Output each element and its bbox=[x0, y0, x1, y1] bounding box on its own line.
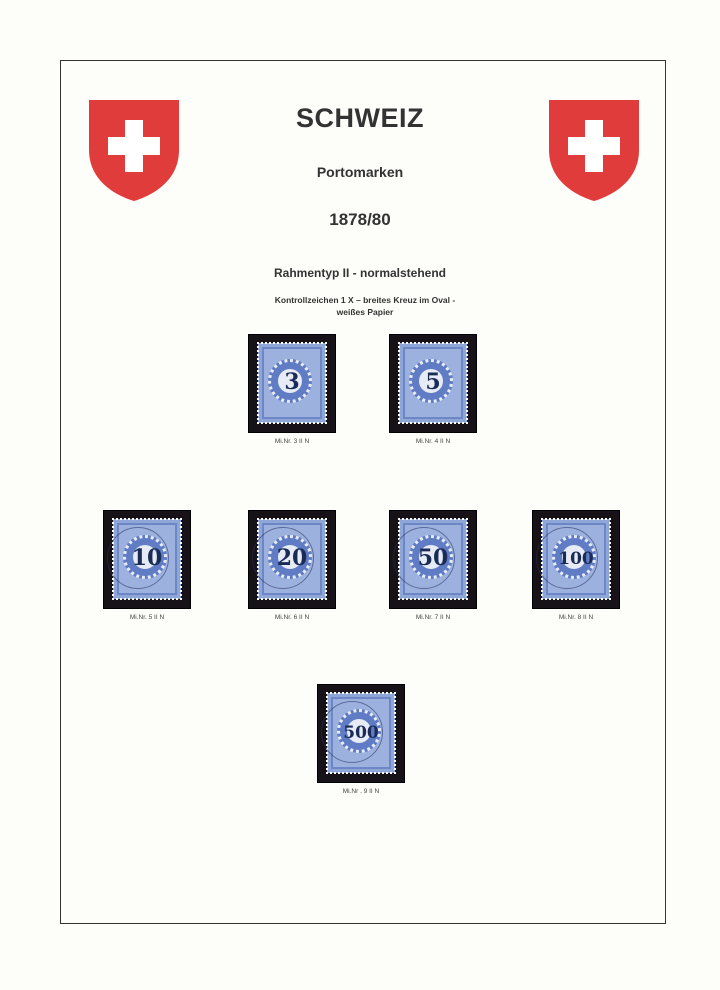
stamp-caption: Mi.Nr. 5 II N bbox=[129, 614, 165, 621]
stamp-mount bbox=[390, 335, 476, 432]
stamp-mount bbox=[249, 335, 335, 432]
postage-due-stamp bbox=[258, 519, 326, 599]
postmark-cancel bbox=[393, 527, 455, 589]
section-note bbox=[270, 294, 460, 318]
section-heading: Rahmentyp II - normalstehend bbox=[273, 266, 447, 280]
postage-due-stamp bbox=[258, 343, 326, 423]
postmark-cancel bbox=[321, 701, 383, 763]
stamp-caption: Mi.Nr. 4 II N bbox=[415, 438, 451, 445]
section-note-line: Kontrollzeichen 1 X – breites Kreuz im Oval - bbox=[274, 295, 456, 305]
stamp-mount bbox=[249, 511, 335, 608]
postage-due-stamp bbox=[399, 519, 467, 599]
stamp-mount bbox=[318, 685, 404, 782]
stamp-mount bbox=[104, 511, 190, 608]
postage-due-stamp bbox=[327, 693, 395, 773]
postmark-cancel bbox=[536, 527, 598, 589]
stamp-value: 10 bbox=[131, 545, 163, 571]
stamp-caption: Mi.Nr. 8 II N bbox=[558, 614, 594, 621]
stamp-caption: Mi.Nr. 7 II N bbox=[415, 614, 451, 621]
stamp-caption: Mi.Nr . 9 II N bbox=[342, 788, 380, 795]
stamp-value: 3 bbox=[284, 369, 300, 395]
stamp-mount bbox=[533, 511, 619, 608]
stamp-value: 5 bbox=[425, 369, 441, 395]
stamp-mount bbox=[390, 511, 476, 608]
stamp-caption: Mi.Nr. 6 II N bbox=[274, 614, 310, 621]
stamp-caption: Mi.Nr. 3 II N bbox=[274, 438, 310, 445]
section-note-line: weißes Papier bbox=[336, 307, 394, 317]
stamp-value: 20 bbox=[276, 545, 308, 571]
stamp-value: 100 bbox=[558, 549, 594, 569]
page-subtitle: Portomarken bbox=[316, 164, 404, 180]
postmark-cancel bbox=[107, 527, 169, 589]
postmark-cancel bbox=[252, 527, 314, 589]
postage-due-stamp bbox=[399, 343, 467, 423]
stamp-value: 50 bbox=[417, 545, 449, 571]
stamp-value: 500 bbox=[343, 723, 379, 743]
page-title: SCHWEIZ bbox=[296, 103, 424, 133]
issue-year: 1878/80 bbox=[329, 210, 391, 229]
postage-due-stamp bbox=[542, 519, 610, 599]
postage-due-stamp bbox=[113, 519, 181, 599]
